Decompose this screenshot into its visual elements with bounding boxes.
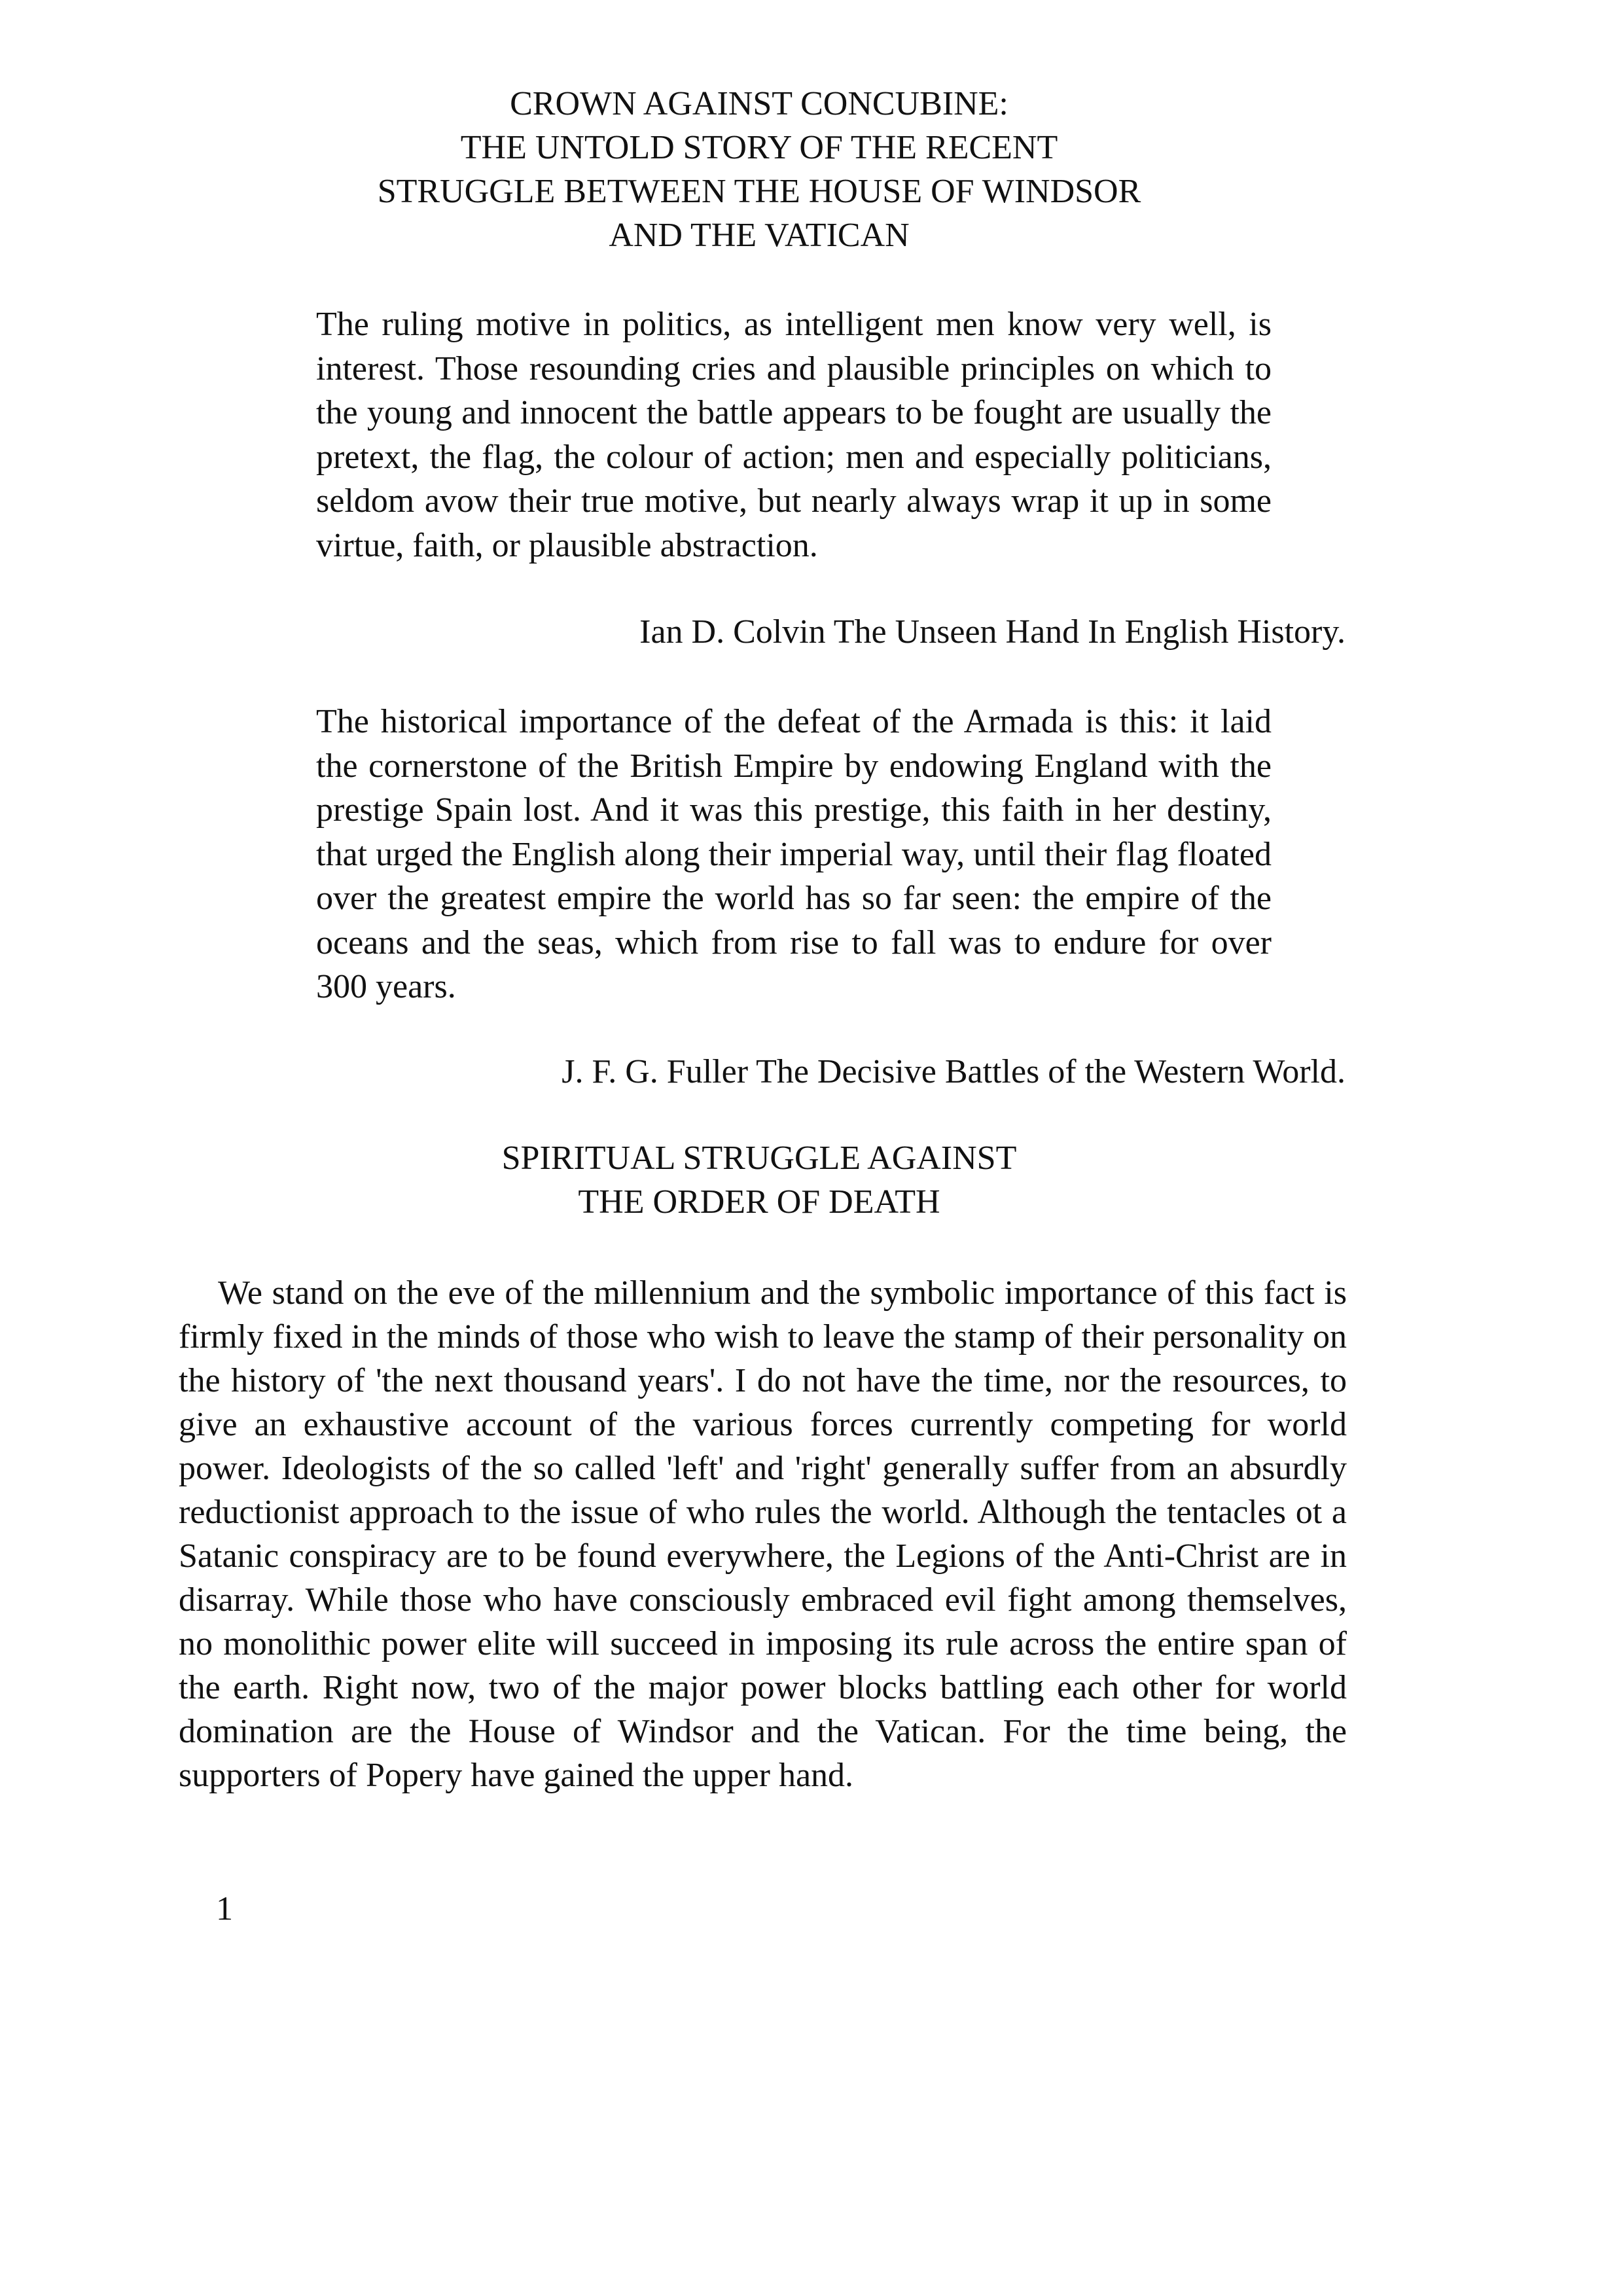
epigraph-attribution-colvin: Ian D. Colvin The Unseen Hand In English History. xyxy=(639,613,1346,651)
epigraph-attribution-fuller: J. F. G. Fuller The Decisive Battles of the Western World. xyxy=(562,1053,1346,1090)
epigraph-quote-colvin: The ruling motive in politics, as intelligent men know very well, is interest. Those resounding cries and plausible principles on which to the young and innocent the battle appears to be fought are usually the pretext, the flag, the colour of action; men and especially politicians, seldom avow their true motive, but nearly always wrap it up in some virtue, faith, or plausible abstraction. xyxy=(316,306,1272,564)
title-line: STRUGGLE BETWEEN THE HOUSE OF WINDSOR xyxy=(377,173,1141,210)
title-line: THE UNTOLD STORY OF THE RECENT xyxy=(460,129,1058,166)
title-line: CROWN AGAINST CONCUBINE: xyxy=(510,85,1008,122)
section-heading-line: THE ORDER OF DEATH xyxy=(578,1183,940,1221)
epigraph-quote-fuller: The historical importance of the defeat of the Armada is this: it laid the cornerstone of the British Empire by endowing England with the prestige Spain lost. And it was this prestige, this faith in her destiny, that urged the English along their imperial way, until their flag floated over the greatest empire the world has so far seen: the empire of the oceans and the seas, which from rise to fall was to endure for over 300 years. xyxy=(316,703,1272,1005)
body-paragraph: We stand on the eve of the millennium and the symbolic importance of this fact is firmly fixed in the minds of those who wish to leave the stamp of their personality on the history of 'the next thousand years'. I do not have the time, nor the resources, to give an exhaustive account of the various forces currently competing for world power. Ideologists of the so called 'left' and 'right' generally suffer from an absurdly reductionist approach to the issue of who rules the world. Although the tentacles ot a Satanic conspiracy are to be found everywhere, the Legions of the Anti-Christ are in disarray. While those who have consciously embraced evil fight among themselves, no monolithic power elite will succeed in imposing its rule across the entire span of the earth. Right now, two of the major power blocks battling each other for world domination are the House of Windsor and the Vatican. For the time being, the supporters of Popery have gained the upper hand. xyxy=(179,1274,1347,1794)
document-title xyxy=(223,82,1296,257)
section-heading-line: SPIRITUAL STRUGGLE AGAINST xyxy=(501,1139,1017,1177)
page-number: 1 xyxy=(216,1890,233,1928)
section-heading xyxy=(353,1136,1165,1224)
title-line: AND THE VATICAN xyxy=(609,217,910,254)
